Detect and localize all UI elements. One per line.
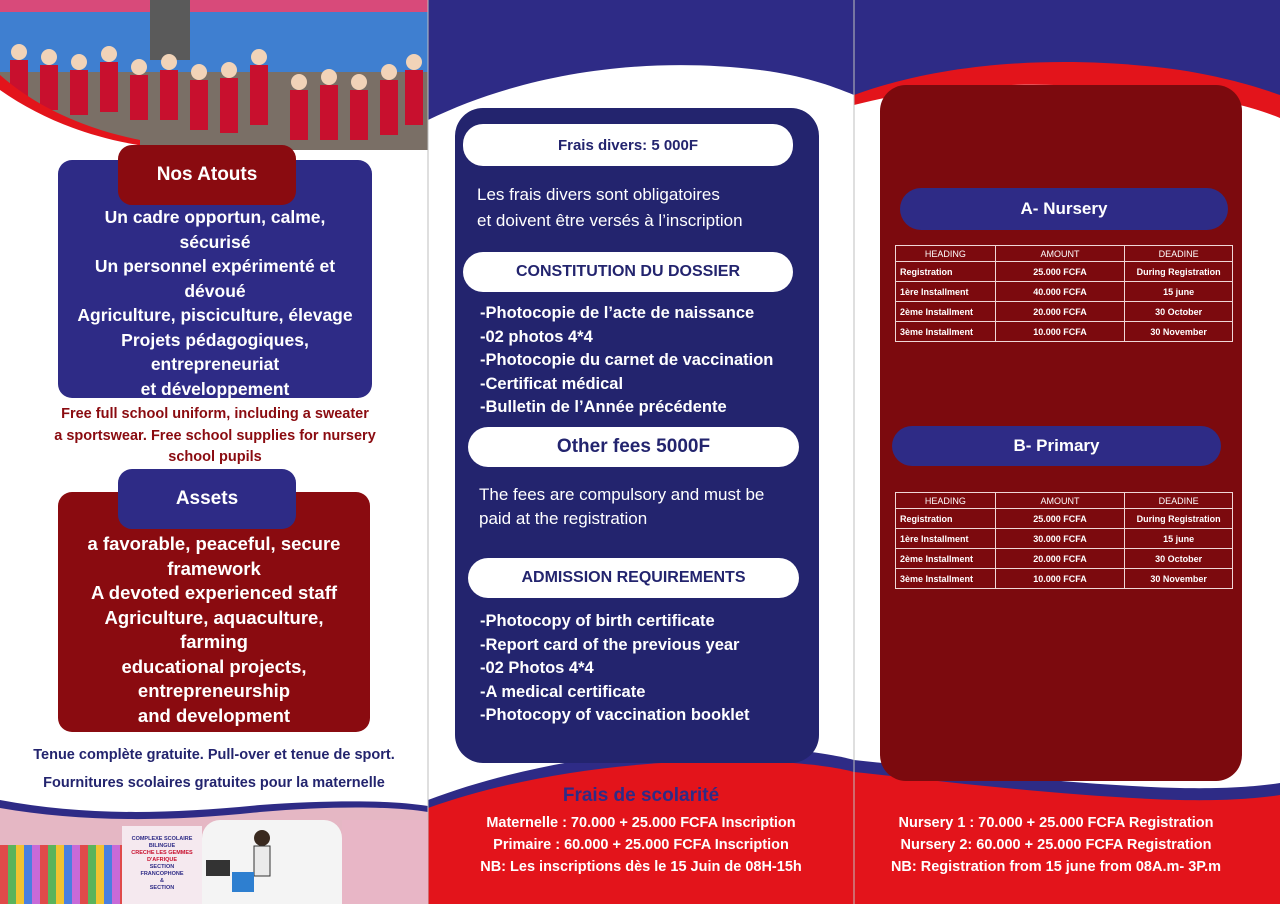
table-row: 3ème Installment 10.000 FCFA 30 November <box>896 322 1233 342</box>
registration-line: NB: Registration from 15 june from 08A.m- 3P.m <box>890 859 1222 875</box>
free-en-line: Free full school uniform, including a sweater <box>61 406 369 422</box>
frais-divers-title: Frais divers: 5 000F <box>463 124 793 166</box>
dossier-list <box>480 302 810 420</box>
table-header-row <box>896 246 1233 262</box>
atouts-line: entrepreneuriat <box>150 354 280 374</box>
col-deadline: DEADINE <box>1125 246 1233 262</box>
frais-divers-text <box>477 182 807 234</box>
primary-fee-table <box>895 492 1233 589</box>
dossier-item: -Bulletin de l’Année précédente <box>480 398 727 416</box>
school-building-photo <box>0 820 428 904</box>
table-header-row <box>896 493 1233 509</box>
admission-list <box>480 610 810 728</box>
dossier-item: -Photocopie de l’acte de naissance <box>480 304 755 322</box>
wall-mural <box>202 820 342 904</box>
table-row: 3ème Installment 10.000 FCFA 30 November <box>896 569 1233 589</box>
assets-line: entrepreneurship <box>137 680 291 701</box>
atouts-line: sécurisé <box>179 231 251 252</box>
table-row: 2ème Installment 20.000 FCFA 30 October <box>896 549 1233 569</box>
col-deadline: DEADINE <box>1125 493 1233 509</box>
dossier-item: -Certificat médical <box>480 374 624 393</box>
registration-fees-text <box>854 812 1258 878</box>
frais-scolarite-title: Frais de scolarité <box>562 785 720 806</box>
registration-line: Nursery 2: 60.000 + 25.000 FCFA Registration <box>900 837 1212 853</box>
scolarite-line: NB: Les inscriptions dès le 15 Juin de 08H-15h <box>480 859 802 875</box>
table-row: 1ère Installment 40.000 FCFA 15 june <box>896 282 1233 302</box>
admission-item: -A medical certificate <box>480 682 646 701</box>
frais-scolarite-text <box>428 812 854 878</box>
assets-line: farming <box>180 631 248 652</box>
free-fr-line: Tenue complète gratuite. Pull-over et tenue de sport. <box>33 747 395 763</box>
scolarite-line: Primaire : 60.000 + 25.000 FCFA Inscription <box>493 837 789 853</box>
nursery-fee-table <box>895 245 1233 342</box>
free-uniform-fr <box>0 741 428 797</box>
admission-item: -Photocopy of vaccination booklet <box>480 706 750 724</box>
table-row: Registration 25.000 FCFA During Registration <box>896 509 1233 529</box>
school-sign: COMPLEXE SCOLAIRE BILINGUE CRECHE LES GEMMES D'AFRIQUE SECTION FRANCOPHONE & SECTION <box>122 826 202 904</box>
free-en-line: a sportswear. Free school supplies for nursery <box>54 427 376 444</box>
colorful-fence <box>0 845 125 904</box>
col-heading: HEADING <box>896 493 996 509</box>
other-fees-line: The fees are compulsory and must be <box>479 485 765 504</box>
free-fr-line: Fournitures scolaires gratuites pour la maternelle <box>43 775 385 791</box>
other-fees-text <box>479 483 814 531</box>
atouts-line: et développement <box>140 378 290 399</box>
col-heading: HEADING <box>896 246 996 262</box>
admission-item: -Photocopy of birth certificate <box>480 612 715 630</box>
assets-line: A devoted experienced staff <box>90 582 338 603</box>
frais-divers-line: et doivent être versés à l’inscription <box>477 211 743 230</box>
atouts-list <box>58 205 372 401</box>
admission-item: -Report card of the previous year <box>480 635 740 654</box>
atouts-line: Un cadre opportun, calme, <box>104 207 326 227</box>
scolarite-line: Maternelle : 70.000 + 25.000 FCFA Inscription <box>486 815 796 831</box>
assets-list <box>58 532 370 728</box>
atouts-line: dévoué <box>184 280 246 301</box>
dossier-title: CONSTITUTION DU DOSSIER <box>463 252 793 292</box>
frais-divers-line: Les frais divers sont obligatoires <box>477 185 720 204</box>
admission-item: -02 Photos 4*4 <box>480 659 594 677</box>
nursery-title: A- Nursery <box>900 188 1228 230</box>
atouts-title: Nos Atouts <box>118 145 296 205</box>
col-amount: AMOUNT <box>995 246 1125 262</box>
registration-line: Nursery 1 : 70.000 + 25.000 FCFA Registration <box>898 815 1214 831</box>
table-row: 1ère Installment 30.000 FCFA 15 june <box>896 529 1233 549</box>
other-fees-title: Other fees 5000F <box>468 427 799 467</box>
assets-line: educational projects, <box>121 655 307 677</box>
atouts-line: Agriculture, pisciculture, élevage <box>77 305 353 325</box>
free-en-line: school pupils <box>168 449 262 465</box>
table-row: 2ème Installment 20.000 FCFA 30 October <box>896 302 1233 322</box>
dossier-item: -Photocopie du carnet de vaccination <box>480 351 774 369</box>
assets-line: and development <box>137 704 291 726</box>
assets-line: framework <box>167 557 261 579</box>
atouts-line: Un personnel expérimenté et <box>94 256 336 276</box>
assets-line: Agriculture, aquaculture, <box>104 606 324 628</box>
admission-title: ADMISSION REQUIREMENTS <box>468 558 799 598</box>
dossier-item: -02 photos 4*4 <box>480 327 593 346</box>
other-fees-line: paid at the registration <box>479 509 648 528</box>
col-amount: AMOUNT <box>995 493 1125 509</box>
table-row: Registration 25.000 FCFA During Registration <box>896 262 1233 282</box>
primary-title: B- Primary <box>892 426 1221 466</box>
atouts-line: Projets pédagogiques, <box>121 329 309 350</box>
assets-title: Assets <box>118 469 296 529</box>
free-uniform-en <box>20 404 410 469</box>
assets-line: a favorable, peaceful, secure <box>87 533 341 554</box>
